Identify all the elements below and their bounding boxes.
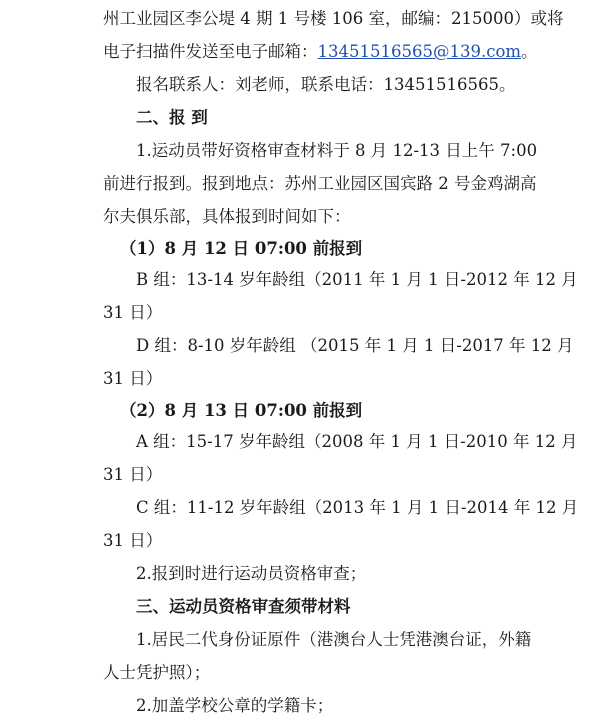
text-line	[103, 302, 162, 324]
text-line	[103, 464, 162, 486]
subheading	[120, 400, 362, 422]
text-line	[136, 695, 333, 717]
text-line	[136, 431, 577, 453]
text-line	[103, 173, 537, 195]
line-text: 人士凭护照）；	[103, 663, 211, 682]
subheading	[120, 238, 362, 260]
line-text: 2.报到时进行运动员资格审查；	[136, 564, 367, 583]
line-text: 电子扫描件发送至电子邮箱：	[103, 42, 318, 61]
text-line	[136, 74, 515, 96]
text-line	[136, 335, 574, 357]
line-text: 。	[521, 42, 538, 61]
subheading-text: （2）8 月 13 日 07:00 前报到	[120, 401, 363, 420]
line-text: 尔夫俱乐部，具体报到时间如下：	[103, 207, 351, 226]
text-line	[103, 8, 563, 30]
text-line	[103, 368, 162, 390]
section-heading	[136, 596, 351, 618]
text-line	[136, 269, 578, 291]
line-text: D 组：8-10 岁年龄组 （2015 年 1 月 1 日-2017 年 12 月	[136, 336, 574, 355]
line-text: 1.运动员带好资格审查材料于 8 月 12-13 日上午 7:00	[136, 141, 538, 160]
line-text: 前进行报到。报到地点：苏州工业园区国宾路 2 号金鸡湖高	[103, 174, 537, 193]
email-link[interactable]: 13451516565@139.com	[317, 42, 522, 61]
line-text: 1.居民二代身份证原件（港澳台人士凭港澳台证，外籍	[136, 630, 532, 649]
heading-text: 二、报 到	[136, 108, 208, 127]
line-text: 2.加盖学校公章的学籍卡；	[136, 696, 334, 715]
text-line	[136, 563, 366, 585]
text-line	[103, 662, 210, 684]
line-text: B 组：13-14 岁年龄组（2011 年 1 月 1 日-2012 年 12 月	[136, 270, 578, 289]
line-text: 州工业园区李公堤 4 期 1 号楼 106 室，邮编：215000）或将	[103, 9, 564, 28]
line-text: 31 日）	[103, 303, 163, 322]
section-heading	[136, 107, 208, 129]
text-line	[103, 41, 538, 63]
line-text: 31 日）	[103, 465, 163, 484]
heading-text: 三、运动员资格审查须带材料	[136, 597, 351, 616]
line-text: C 组：11-12 岁年龄组（2013 年 1 月 1 日-2014 年 12 月	[136, 498, 579, 517]
text-line	[136, 497, 578, 519]
line-text: A 组：15-17 岁年龄组（2008 年 1 月 1 日-2010 年 12 月	[136, 432, 578, 451]
subheading-text: （1）8 月 12 日 07:00 前报到	[120, 239, 363, 258]
line-text: 31 日）	[103, 531, 163, 550]
text-line	[136, 629, 531, 651]
text-line	[103, 206, 351, 228]
line-text: 报名联系人：刘老师，联系电话：13451516565。	[136, 75, 516, 94]
text-line	[136, 140, 537, 162]
line-text: 31 日）	[103, 369, 163, 388]
text-line	[103, 530, 162, 552]
